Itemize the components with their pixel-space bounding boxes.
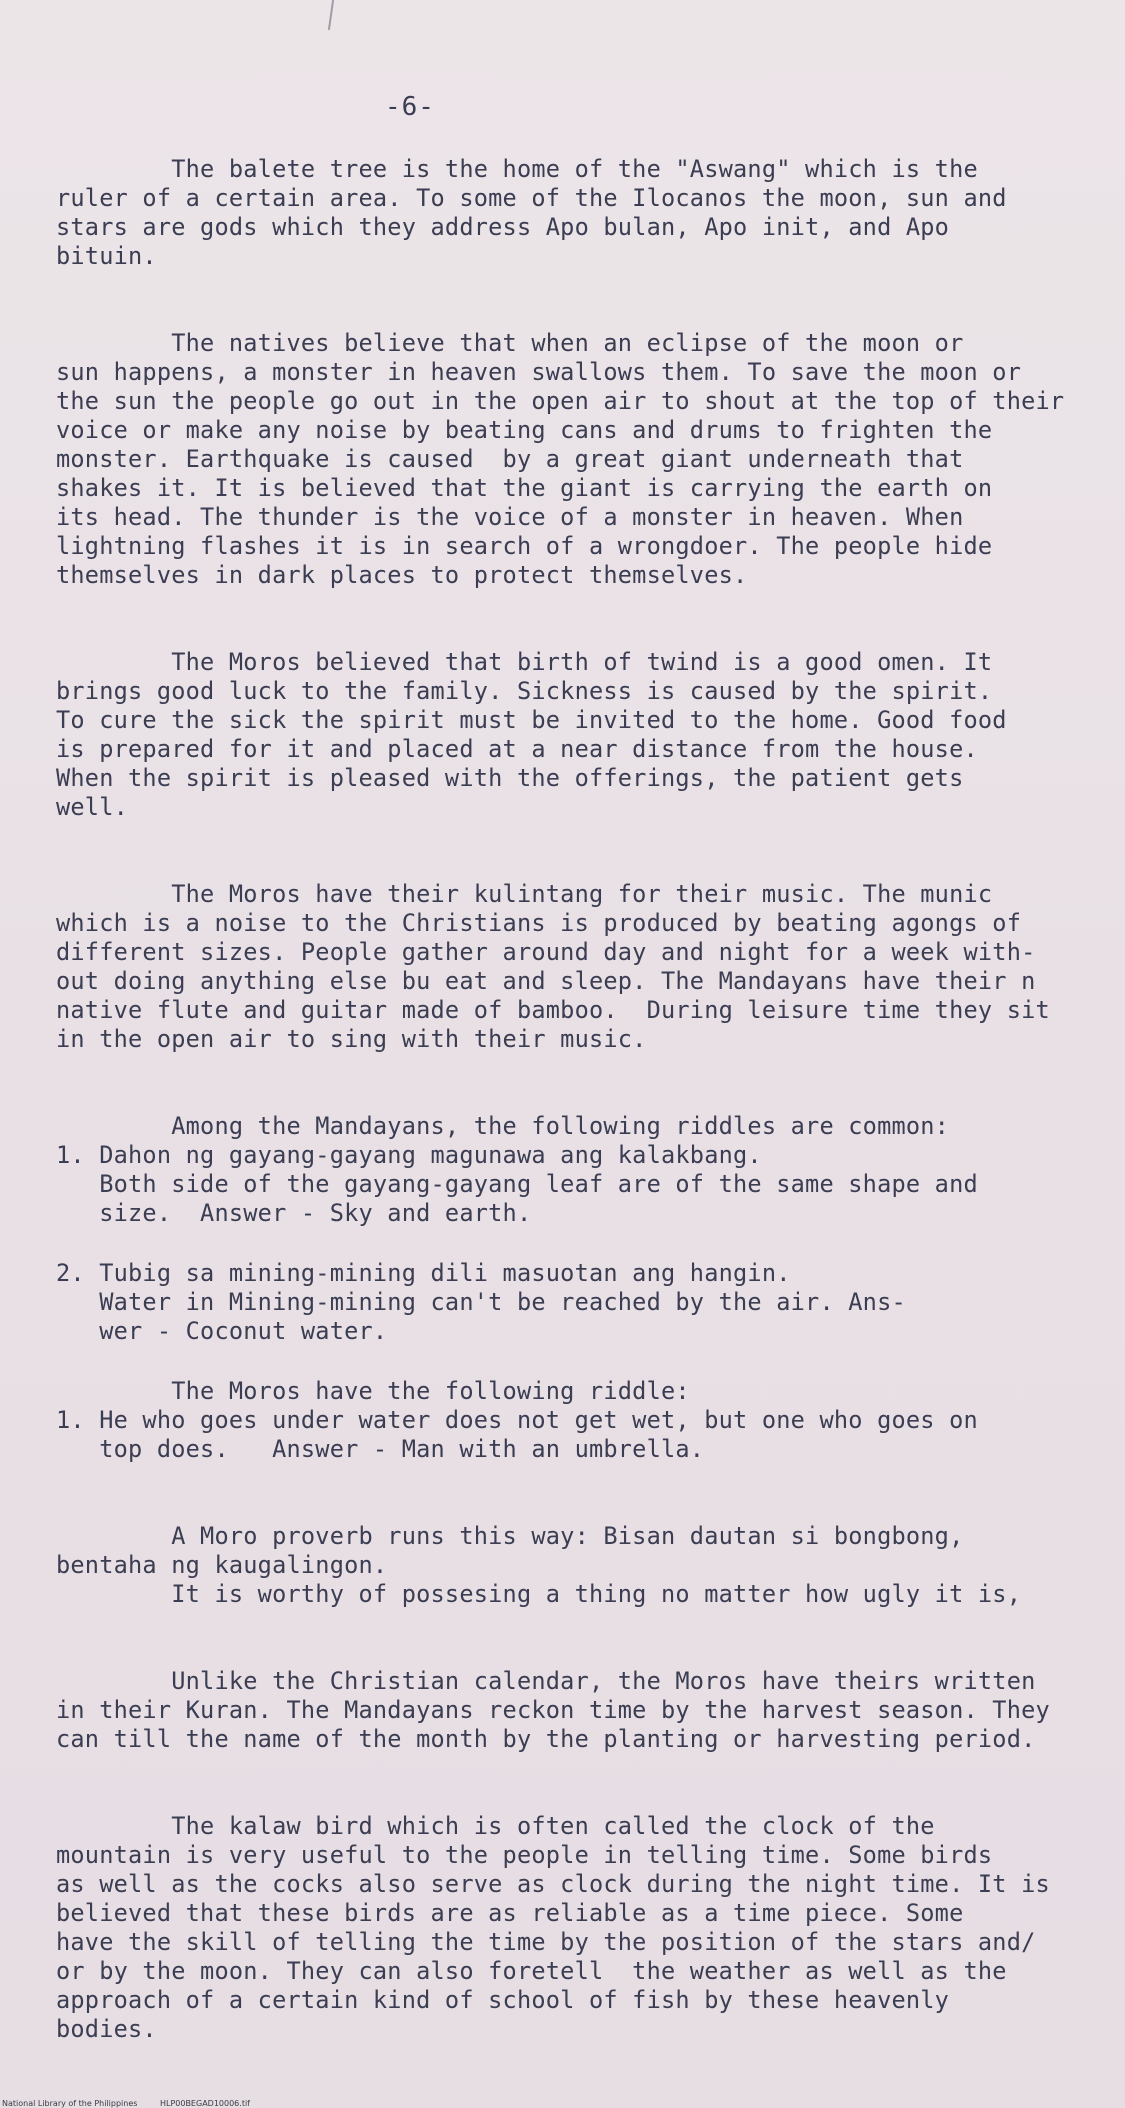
text-line: The Moros believed that birth of twind is a good omen. It: [56, 648, 993, 676]
paragraph-eclipse: [56, 329, 1076, 590]
text-line: stars are gods which they address Apo bulan, Apo init, and Apo: [56, 213, 950, 241]
text-line: ruler of a certain area. To some of the Ilocanos the moon, sun and: [56, 184, 1007, 212]
text-line: The Moros have their kulintang for their music. The munic: [56, 880, 993, 908]
text-line: top does. Answer - Man with an umbrella.: [56, 1435, 705, 1463]
text-line: 1. Dahon ng gayang-gayang magunawa ang kalakbang.: [56, 1141, 762, 1169]
paragraph-kalaw-bird: [56, 1812, 1076, 2044]
text-line: Unlike the Christian calendar, the Moros have theirs written: [56, 1667, 1036, 1695]
text-line: bodies.: [56, 2015, 157, 2043]
text-line: believed that these birds are as reliable as a time piece. Some: [56, 1899, 964, 1927]
text-line: lightning flashes it is in search of a wrongdoer. The people hide: [56, 532, 993, 560]
page-number: -6-: [385, 92, 435, 122]
text-line: themselves in dark places to protect themselves.: [56, 561, 748, 589]
text-line: Among the Mandayans, the following riddles are common:: [56, 1112, 950, 1140]
scan-footer: [2, 2099, 270, 2108]
footer-file: HLP00BEGAD10006.tif: [159, 2099, 250, 2108]
paragraph-proverb: [56, 1522, 1076, 1609]
footer-institution: National Library of the Philippines: [2, 2099, 138, 2108]
text-line: To cure the sick the spirit must be invited to the home. Good food: [56, 706, 1007, 734]
text-line: the sun the people go out in the open air to shout at the top of their: [56, 387, 1065, 415]
text-line: 1. He who goes under water does not get wet, but one who goes on: [56, 1406, 978, 1434]
text-line: different sizes. People gather around day and night for a week with-: [56, 938, 1036, 966]
text-line: The natives believe that when an eclipse of the moon or: [56, 329, 964, 357]
paragraph-kulintang: [56, 880, 1076, 1054]
text-line: sun happens, a monster in heaven swallows them. To save the moon or: [56, 358, 1022, 386]
text-line: monster. Earthquake is caused by a great giant underneath that: [56, 445, 964, 473]
text-line: bentaha ng kaugalingon.: [56, 1551, 388, 1579]
text-line: bituin.: [56, 242, 157, 270]
text-line: approach of a certain kind of school of fish by these heavenly: [56, 1986, 950, 2014]
text-line: When the spirit is pleased with the offerings, the patient gets: [56, 764, 964, 792]
text-line: mountain is very useful to the people in telling time. Some birds: [56, 1841, 993, 1869]
text-line: size. Answer - Sky and earth.: [56, 1199, 532, 1227]
text-line: shakes it. It is believed that the giant is carrying the earth on: [56, 474, 993, 502]
text-line: can till the name of the month by the planting or harvesting period.: [56, 1725, 1036, 1753]
paragraph-moros-omen: [56, 648, 1076, 822]
document-body: [56, 155, 1076, 2044]
text-line: voice or make any noise by beating cans and drums to frighten the: [56, 416, 993, 444]
paragraph-mandayan-riddles: [56, 1112, 1076, 1228]
paragraph-calendar: [56, 1667, 1076, 1754]
text-line: in their Kuran. The Mandayans reckon time by the harvest season. They: [56, 1696, 1050, 1724]
text-line: well.: [56, 793, 129, 821]
text-line: out doing anything else bu eat and sleep. The Mandayans have their n: [56, 967, 1036, 995]
text-line: native flute and guitar made of bamboo. During leisure time they sit: [56, 996, 1050, 1024]
text-line: A Moro proverb runs this way: Bisan dautan si bongbong,: [56, 1522, 964, 1550]
text-line: Both side of the gayang-gayang leaf are of the same shape and: [56, 1170, 978, 1198]
text-line: which is a noise to the Christians is produced by beating agongs of: [56, 909, 1022, 937]
text-line: or by the moon. They can also foretell the weather as well as the: [56, 1957, 1007, 1985]
text-line: its head. The thunder is the voice of a monster in heaven. When: [56, 503, 964, 531]
paragraph-riddle-two: [56, 1259, 1076, 1346]
text-line: The balete tree is the home of the "Aswang" which is the: [56, 155, 978, 183]
text-line: as well as the cocks also serve as clock during the night time. It is: [56, 1870, 1050, 1898]
text-line: is prepared for it and placed at a near distance from the house.: [56, 735, 978, 763]
text-line: brings good luck to the family. Sickness is caused by the spirit.: [56, 677, 993, 705]
paragraph-moro-riddle: [56, 1377, 1076, 1464]
pen-mark: [328, 0, 334, 30]
text-line: Water in Mining-mining can't be reached by the air. Ans-: [56, 1288, 906, 1316]
text-line: It is worthy of possesing a thing no matter how ugly it is,: [56, 1580, 1022, 1608]
text-line: 2. Tubig sa mining-mining dili masuotan ang hangin.: [56, 1259, 791, 1287]
text-line: The Moros have the following riddle:: [56, 1377, 690, 1405]
text-line: in the open air to sing with their music.: [56, 1025, 647, 1053]
text-line: wer - Coconut water.: [56, 1317, 388, 1345]
text-line: The kalaw bird which is often called the clock of the: [56, 1812, 935, 1840]
paragraph-balete: [56, 155, 1076, 271]
text-line: have the skill of telling the time by the position of the stars and/: [56, 1928, 1036, 1956]
